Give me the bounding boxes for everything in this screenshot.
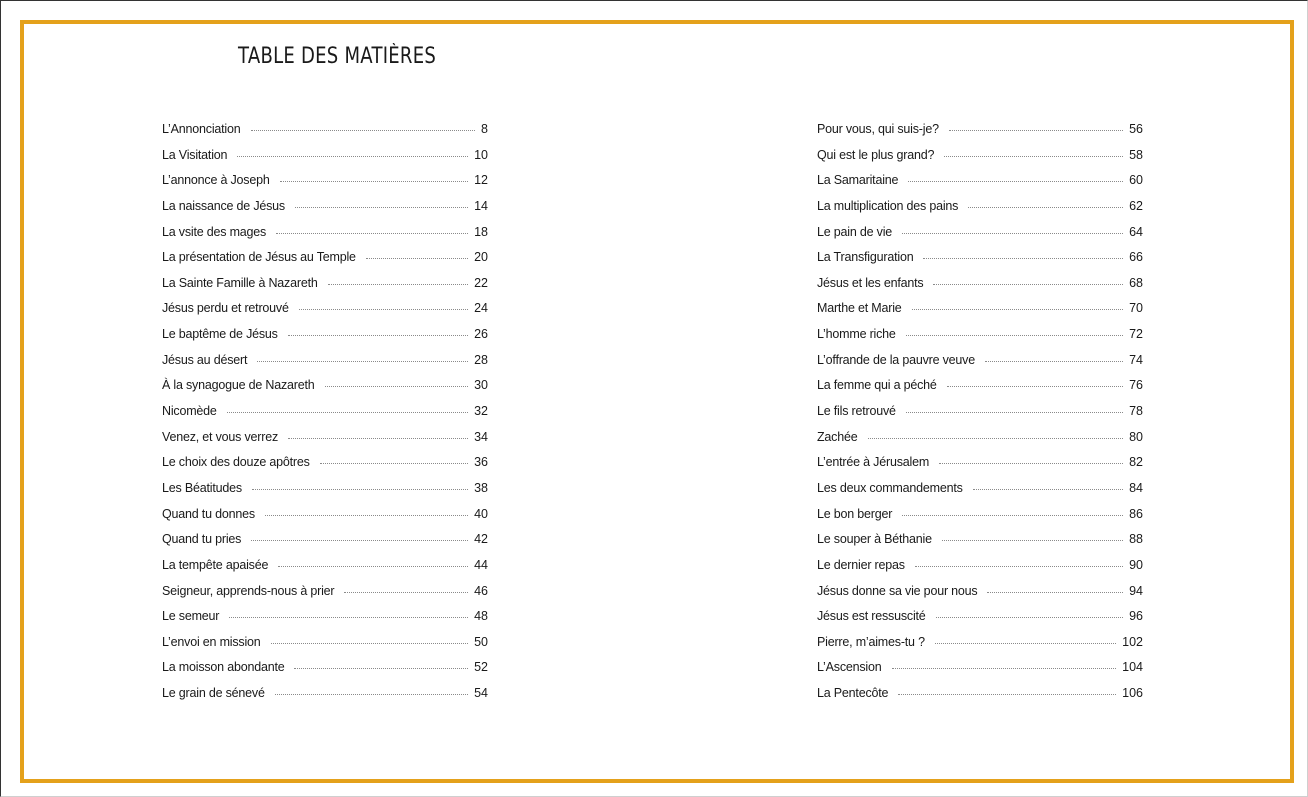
toc-entry-page-number: 102 xyxy=(1122,634,1143,649)
toc-entry xyxy=(817,169,1143,195)
toc-entry xyxy=(817,374,1143,400)
toc-entry-title: Pierre, m’aimes-tu ? xyxy=(817,634,925,649)
dot-leader xyxy=(295,207,468,208)
toc-entry-page-number: 88 xyxy=(1129,532,1143,547)
toc-entry-page-number: 70 xyxy=(1129,301,1143,316)
toc-entry-page-number: 64 xyxy=(1129,224,1143,239)
toc-entry-title: L’entrée à Jérusalem xyxy=(817,455,930,470)
toc-entry-page-number: 106 xyxy=(1122,686,1143,701)
toc-entry-page-number: 104 xyxy=(1122,660,1143,675)
dot-leader xyxy=(229,617,468,618)
toc-entry-page-number: 10 xyxy=(474,147,488,162)
toc-entry-title: Qui est le plus grand? xyxy=(817,147,935,162)
toc-entry-title: À la synagogue de Nazareth xyxy=(162,378,315,393)
toc-entry-title: La Transfiguration xyxy=(817,250,914,265)
toc-entry-page-number: 66 xyxy=(1129,250,1143,265)
toc-entry-title: Les Béatitudes xyxy=(162,480,242,495)
toc-entry-page-number: 56 xyxy=(1129,122,1143,136)
toc-entry-page-number: 46 xyxy=(474,583,488,598)
toc-entry xyxy=(817,503,1143,529)
toc-entry-title: La moisson abondante xyxy=(162,660,285,675)
toc-entry-title: Jésus et les enfants xyxy=(817,275,924,290)
dot-leader xyxy=(912,309,1124,310)
toc-entry-page-number: 36 xyxy=(474,455,488,470)
toc-entry xyxy=(162,631,488,657)
dot-leader xyxy=(366,258,468,259)
toc-entry xyxy=(817,118,1143,144)
toc-entry-title: L’annonce à Joseph xyxy=(162,173,270,188)
dot-leader xyxy=(985,361,1123,362)
dot-leader xyxy=(908,181,1123,182)
toc-entry-page-number: 94 xyxy=(1129,583,1143,598)
toc-entry xyxy=(162,323,488,349)
toc-entry xyxy=(817,297,1143,323)
toc-entry-title: Le grain de sénevé xyxy=(162,686,265,701)
toc-entry-title: La multiplication des pains xyxy=(817,198,959,213)
toc-entry xyxy=(817,477,1143,503)
toc-entry xyxy=(817,605,1143,631)
toc-right-column xyxy=(817,118,1143,708)
dot-leader xyxy=(942,540,1123,541)
dot-leader xyxy=(949,130,1123,131)
dot-leader xyxy=(278,566,468,567)
dot-leader xyxy=(906,412,1123,413)
toc-entry xyxy=(817,400,1143,426)
toc-entry-title: La Samaritaine xyxy=(817,173,899,188)
dot-leader xyxy=(947,386,1123,387)
toc-entry xyxy=(162,118,488,144)
toc-entry-title: Quand tu pries xyxy=(162,532,242,547)
dot-leader xyxy=(868,438,1124,439)
toc-entry-page-number: 26 xyxy=(474,327,488,342)
toc-entry-page-number: 20 xyxy=(474,250,488,265)
dot-leader xyxy=(935,643,1116,644)
toc-entry-title: Le choix des douze apôtres xyxy=(162,455,310,470)
toc-entry-title: Venez, et vous verrez xyxy=(162,429,279,444)
toc-entry-page-number: 58 xyxy=(1129,147,1143,162)
toc-entry-title: Quand tu donnes xyxy=(162,506,255,521)
toc-entry-title: L’Annonciation xyxy=(162,122,241,136)
toc-entry-title: La Visitation xyxy=(162,147,228,162)
toc-entry-title: La tempête apaisée xyxy=(162,557,269,572)
toc-entry xyxy=(817,246,1143,272)
toc-entry xyxy=(817,272,1143,298)
dot-leader xyxy=(227,412,468,413)
dot-leader xyxy=(344,592,468,593)
toc-entry xyxy=(817,528,1143,554)
toc-entry-page-number: 54 xyxy=(474,686,488,701)
toc-entry-page-number: 18 xyxy=(474,224,488,239)
toc-entry-page-number: 86 xyxy=(1129,506,1143,521)
toc-entry xyxy=(162,272,488,298)
toc-entry xyxy=(162,605,488,631)
toc-entry-page-number: 62 xyxy=(1129,198,1143,213)
toc-entry-title: Marthe et Marie xyxy=(817,301,902,316)
toc-entry-page-number: 76 xyxy=(1129,378,1143,393)
toc-entry xyxy=(162,451,488,477)
dot-leader xyxy=(936,617,1124,618)
dot-leader xyxy=(902,515,1123,516)
dot-leader xyxy=(325,386,469,387)
toc-entry-page-number: 52 xyxy=(474,660,488,675)
toc-entry xyxy=(162,400,488,426)
toc-entry-title: La Pentecôte xyxy=(817,686,889,701)
toc-entry-title: L’homme riche xyxy=(817,327,896,342)
dot-leader xyxy=(294,668,468,669)
dot-leader xyxy=(915,566,1123,567)
toc-entry xyxy=(817,682,1143,708)
toc-entry-page-number: 44 xyxy=(474,557,488,572)
dot-leader xyxy=(251,130,476,131)
toc-entry-title: Le bon berger xyxy=(817,506,893,521)
toc-entry xyxy=(817,426,1143,452)
toc-entry xyxy=(817,656,1143,682)
page-title: TABLE DES MATIÈRES xyxy=(238,44,437,69)
toc-entry-page-number: 34 xyxy=(474,429,488,444)
toc-entry xyxy=(817,144,1143,170)
dot-leader xyxy=(252,489,468,490)
dot-leader xyxy=(265,515,468,516)
toc-entry-page-number: 38 xyxy=(474,480,488,495)
toc-entry-title: Jésus perdu et retrouvé xyxy=(162,301,289,316)
toc-entry-page-number: 22 xyxy=(474,275,488,290)
dot-leader xyxy=(288,438,468,439)
toc-entry-title: Le souper à Béthanie xyxy=(817,532,932,547)
toc-entry xyxy=(162,349,488,375)
toc-entry-page-number: 28 xyxy=(474,352,488,367)
toc-entry-page-number: 60 xyxy=(1129,173,1143,188)
dot-leader xyxy=(328,284,468,285)
toc-entry xyxy=(162,195,488,221)
toc-entry-page-number: 12 xyxy=(474,173,488,188)
toc-entry-page-number: 42 xyxy=(474,532,488,547)
toc-entry-page-number: 80 xyxy=(1129,429,1143,444)
toc-entry-title: Le dernier repas xyxy=(817,557,905,572)
toc-entry-page-number: 24 xyxy=(474,301,488,316)
toc-entry-title: Le baptême de Jésus xyxy=(162,327,278,342)
toc-entry-title: La présentation de Jésus au Temple xyxy=(162,250,356,265)
toc-entry xyxy=(162,580,488,606)
toc-entry xyxy=(162,169,488,195)
toc-entry xyxy=(162,246,488,272)
toc-entry xyxy=(162,426,488,452)
dot-leader xyxy=(251,540,468,541)
toc-entry-title: La naissance de Jésus xyxy=(162,198,285,213)
toc-entry-page-number: 84 xyxy=(1129,480,1143,495)
toc-entry-title: La femme qui a péché xyxy=(817,378,937,393)
dot-leader xyxy=(271,643,469,644)
toc-entry xyxy=(162,554,488,580)
toc-entry-page-number: 96 xyxy=(1129,609,1143,624)
toc-entry xyxy=(817,323,1143,349)
toc-entry-title: Jésus au désert xyxy=(162,352,248,367)
dot-leader xyxy=(288,335,468,336)
dot-leader xyxy=(275,694,468,695)
toc-entry-title: L’Ascension xyxy=(817,660,882,675)
toc-entry-title: Nicomède xyxy=(162,404,217,419)
dot-leader xyxy=(987,592,1123,593)
dot-leader xyxy=(973,489,1123,490)
dot-leader xyxy=(906,335,1123,336)
toc-entry-title: L’offrande de la pauvre veuve xyxy=(817,352,975,367)
toc-entry-page-number: 30 xyxy=(474,378,488,393)
dot-leader xyxy=(933,284,1123,285)
toc-entry xyxy=(817,580,1143,606)
toc-entry-page-number: 48 xyxy=(474,609,488,624)
dot-leader xyxy=(237,156,468,157)
toc-entry-title: L’envoi en mission xyxy=(162,634,261,649)
toc-entry xyxy=(162,144,488,170)
dot-leader xyxy=(898,694,1116,695)
toc-entry xyxy=(817,349,1143,375)
toc-entry-page-number: 90 xyxy=(1129,557,1143,572)
dot-leader xyxy=(320,463,468,464)
toc-entry xyxy=(162,374,488,400)
toc-entry xyxy=(162,656,488,682)
toc-entry-page-number: 32 xyxy=(474,404,488,419)
toc-entry-page-number: 14 xyxy=(474,198,488,213)
dot-leader xyxy=(280,181,468,182)
toc-entry-title: Le pain de vie xyxy=(817,224,893,239)
toc-entry-title: Jésus est ressuscité xyxy=(817,609,926,624)
dot-leader xyxy=(892,668,1117,669)
toc-entry-title: Le fils retrouvé xyxy=(817,404,896,419)
toc-entry-page-number: 74 xyxy=(1129,352,1143,367)
toc-entry xyxy=(817,631,1143,657)
dot-leader xyxy=(902,233,1123,234)
toc-entry-page-number: 68 xyxy=(1129,275,1143,290)
toc-entry xyxy=(817,451,1143,477)
toc-entry-title: Jésus donne sa vie pour nous xyxy=(817,583,978,598)
toc-entry xyxy=(162,503,488,529)
toc-left-column xyxy=(162,118,488,708)
toc-entry-page-number: 8 xyxy=(481,122,488,136)
toc-entry-title: Les deux commandements xyxy=(817,480,963,495)
toc-entry-title: La vsite des mages xyxy=(162,224,267,239)
toc-entry xyxy=(162,297,488,323)
toc-entry-title: Le semeur xyxy=(162,609,220,624)
toc-entry xyxy=(817,221,1143,247)
toc-entry xyxy=(162,221,488,247)
toc-entry xyxy=(162,528,488,554)
dot-leader xyxy=(276,233,468,234)
toc-entry-title: Pour vous, qui suis-je? xyxy=(817,122,939,136)
toc-entry-title: La Sainte Famille à Nazareth xyxy=(162,275,318,290)
dot-leader xyxy=(939,463,1123,464)
toc-entry xyxy=(162,682,488,708)
toc-entry-page-number: 78 xyxy=(1129,404,1143,419)
toc-entry-page-number: 72 xyxy=(1129,327,1143,342)
toc-entry-page-number: 82 xyxy=(1129,455,1143,470)
toc-entry xyxy=(162,477,488,503)
toc-entry-page-number: 50 xyxy=(474,634,488,649)
dot-leader xyxy=(923,258,1123,259)
dot-leader xyxy=(944,156,1123,157)
toc-entry-title: Zachée xyxy=(817,429,858,444)
toc-entry xyxy=(817,195,1143,221)
toc-entry-page-number: 40 xyxy=(474,506,488,521)
toc-entry-title: Seigneur, apprends-nous à prier xyxy=(162,583,335,598)
dot-leader xyxy=(968,207,1123,208)
toc-entry xyxy=(817,554,1143,580)
dot-leader xyxy=(257,361,468,362)
dot-leader xyxy=(299,309,468,310)
